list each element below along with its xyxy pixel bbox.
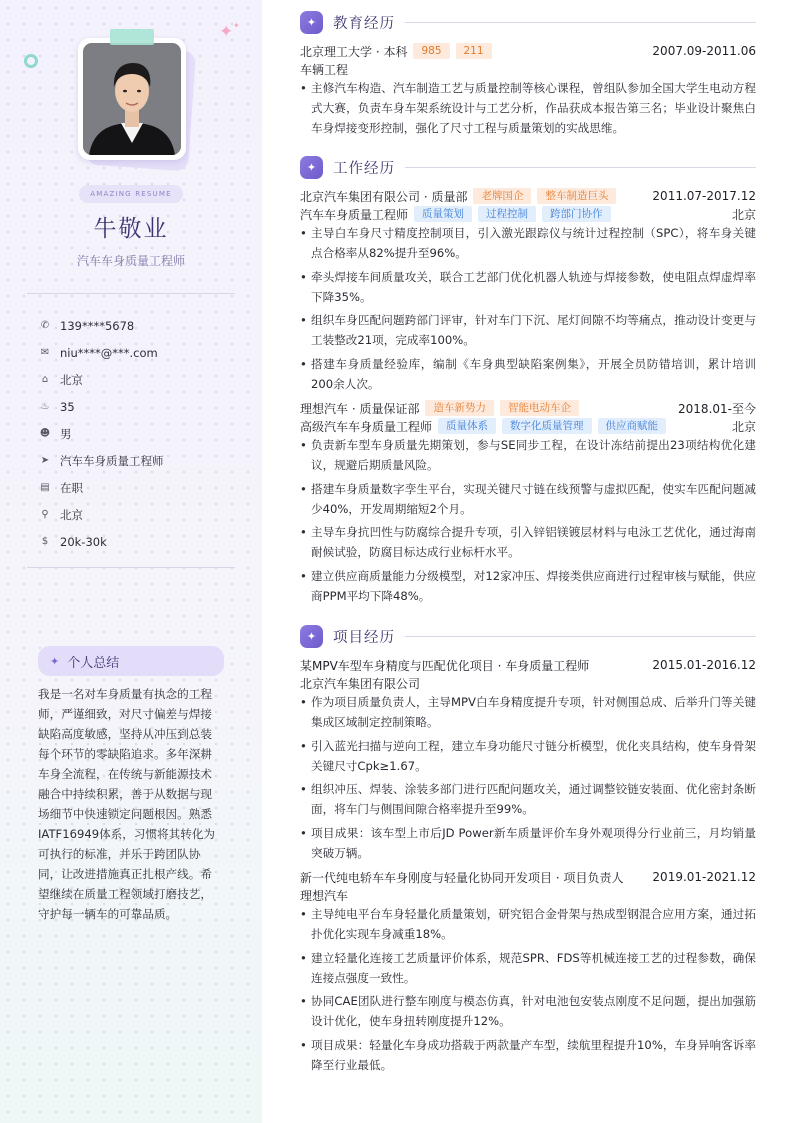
list-item: • 组织车身匹配问题跨部门评审，针对车门下沉、尾灯间隙不均等痛点，推动设计变更与工装整改21项，完成率100%。 [300, 310, 756, 350]
school-tag: 985 [413, 43, 449, 59]
sidebar-divider-bottom [27, 567, 235, 568]
role-tag: 过程控制 [478, 206, 536, 222]
contact-item [38, 420, 238, 447]
job-role-row [300, 417, 756, 435]
salary-icon: $ [41, 536, 49, 547]
contact-item [38, 366, 238, 393]
project-title-row [300, 868, 756, 886]
list-item: • 引入蓝光扫描与逆向工程，建立车身功能尺寸链分析模型，优化夹具结构，使车身骨架关键尺寸Cpk≥1.67。 [300, 736, 756, 776]
list-item: • 主修汽车构造、汽车制造工艺与质量控制等核心课程，曾组队参加全国大学生电动方程式大赛，负责车身车架系统设计与工艺分析，作品获成本报告第三名；毕业设计聚焦白车身焊接变形控制，强化了尺寸工程与质量策划的实战思维。 [300, 78, 756, 138]
sparkle-icon: ✦ [300, 625, 323, 648]
education-school-row [300, 42, 756, 60]
project-name: 某MPV车型车身精度与匹配优化项目 · 车身质量工程师 [300, 658, 590, 673]
education-major-row [300, 60, 756, 78]
list-item: • 项目成果：轻量化车身成功搭载于两款量产车型，续航里程提升10%，车身异响客诉率降至行业最低。 [300, 1035, 756, 1075]
role-tag: 质量体系 [438, 418, 496, 434]
project-org: 理想汽车 [300, 888, 349, 903]
profile-photo [83, 43, 181, 155]
contact-text: 汽车车身质量工程师 [60, 453, 164, 468]
list-item: • 搭建车身质量数字孪生平台，实现关键尺寸链在线预警与虚拟匹配，使实车匹配问题减少40%，开发周期缩短2个月。 [300, 479, 756, 519]
project-name: 新一代纯电轿车车身刚度与轻量化协同开发项目 · 项目负责人 [300, 870, 624, 885]
sidebar-divider-top [27, 293, 235, 294]
section-divider [405, 167, 756, 168]
contact-text: 35 [60, 399, 75, 414]
small-sparkle-icon: ✦ [233, 21, 240, 30]
sparkle-icon: ✦ [219, 22, 234, 42]
home-icon: ⌂ [41, 374, 49, 385]
job-role: 汽车车身质量工程师 [300, 207, 409, 222]
list-item: • 组织冲压、焊装、涂装多部门进行匹配问题攻关，通过调整铰链安装面、优化密封条断面，将车门与侧围间隙合格率提升至99%。 [300, 779, 756, 819]
education-bullets [300, 78, 756, 142]
project-org-row [300, 674, 756, 692]
contact-list [38, 312, 238, 555]
project-bullets [300, 692, 756, 866]
education-section-header [300, 10, 756, 34]
list-item: • 协同CAE团队进行整车刚度与模态仿真，针对电池包安装点刚度不足问题，提出加强筋设计优化，使车身扭转刚度提升12%。 [300, 991, 756, 1031]
sidebar [0, 0, 262, 1123]
job-city: 北京 [731, 419, 756, 434]
company-tag: 整车制造巨头 [537, 188, 616, 204]
project-date: 2015.01-2016.12 [652, 658, 756, 672]
list-item: • 作为项目质量负责人，主导MPV白车身精度提升专项，针对侧围总成、后举升门等关键集成区域制定控制策略。 [300, 692, 756, 732]
projects-section-title: 项目经历 [333, 629, 395, 646]
list-item: • 建立轻量化连接工艺质量评价体系，规范SPR、FDS等机械连接工艺的过程参数，确保连接点强度一致性。 [300, 948, 756, 988]
candidate-name: 牛敬业 [93, 216, 169, 242]
decorative-ring-icon [24, 54, 38, 68]
work-section-header [300, 155, 756, 179]
project-date: 2019.01-2021.12 [652, 870, 756, 884]
company-tag: 智能电动车企 [500, 400, 579, 416]
education-major: 车辆工程 [300, 62, 349, 77]
project-bullets [300, 904, 756, 1078]
list-item: • 主导车身抗凹性与防腐综合提升专项，引入锌铝镁镀层材料与电泳工艺优化，通过海南耐候试验，防腐目标达成行业标杆水平。 [300, 522, 756, 562]
role-tag: 质量策划 [414, 206, 472, 222]
school-tag: 211 [456, 43, 492, 59]
briefcase-icon: ▤ [40, 482, 50, 493]
contact-item [38, 501, 238, 528]
profile-photo-frame [78, 38, 186, 160]
list-item: • 搭建车身质量经验库，编制《车身典型缺陷案例集》，开展全员防错培训，累计培训200余人次。 [300, 354, 756, 394]
contact-text: 北京 [60, 507, 83, 522]
job-city: 北京 [731, 207, 756, 222]
sparkle-icon: ✦ [300, 156, 323, 179]
company-tag: 老牌国企 [473, 188, 531, 204]
cake-icon: ♨ [40, 401, 50, 412]
contact-text: 20k-30k [60, 534, 107, 549]
resume-tagline: AMAZING RESUME [79, 185, 183, 203]
education-date: 2007.09-2011.06 [652, 44, 756, 58]
location-pin-icon: ⚲ [41, 509, 49, 520]
contact-item [38, 447, 238, 474]
photo-tape [110, 29, 154, 45]
job-bullets [300, 435, 756, 609]
candidate-title: 汽车车身质量工程师 [76, 254, 185, 268]
role-tag: 跨部门协作 [542, 206, 611, 222]
job-company: 北京汽车集团有限公司 · 质量部 [300, 189, 468, 204]
role-tag: 供应商赋能 [598, 418, 667, 434]
job-company: 理想汽车 · 质量保证部 [300, 401, 420, 416]
phone-icon: ✆ [40, 320, 50, 331]
project-title-row [300, 656, 756, 674]
list-item: • 负责新车型车身质量先期策划，参与SE同步工程，在设计冻结前提出23项结构优化建议，规避后期质量风险。 [300, 435, 756, 475]
summary-text: 我是一名对车身质量有执念的工程师，严谨细致，对尺寸偏差与焊接缺陷高度敏感，坚持从冲压到总装每个环节的零缺陷追求。多年深耕车身全流程，在传统与新能源技术融合中持续积累，善于从数据与现场细节中快速锁定问题根因。熟悉IATF16949体系，习惯将其转化为可执行的标准，并乐于跨团队协同，让改进措施真正扎根产线。希望继续在质量工程领域打磨技艺，守护每一辆车的可靠品质。 [38, 687, 216, 921]
section-divider [405, 22, 756, 23]
summary-title: 个人总结 [67, 655, 120, 671]
contact-item [38, 393, 238, 420]
send-icon: ➤ [40, 455, 50, 466]
contact-item [38, 474, 238, 501]
job-bullets [300, 223, 756, 397]
section-divider [405, 636, 756, 637]
job-date: 2018.01-至今 [678, 401, 756, 416]
projects-section-header [300, 624, 756, 648]
contact-text: 北京 [60, 372, 83, 387]
list-item: • 主导白车身尺寸精度控制项目，引入激光跟踪仪与统计过程控制（SPC），将车身关键点合格率从82%提升至96%。 [300, 223, 756, 263]
job-role-row [300, 205, 756, 223]
school-name: 北京理工大学 · 本科 [300, 44, 408, 59]
project-org: 北京汽车集团有限公司 [300, 676, 421, 691]
mail-icon: ✉ [40, 347, 50, 358]
education-section-title: 教育经历 [333, 15, 395, 32]
contact-text: 在职 [60, 480, 83, 495]
gender-icon: ☻ [39, 428, 51, 439]
project-org-row [300, 886, 756, 904]
contact-item [38, 339, 238, 366]
job-role: 高级汽车车身质量工程师 [300, 419, 433, 434]
contact-text: 男 [60, 426, 72, 441]
work-section-title: 工作经历 [333, 160, 395, 177]
list-item: • 主导纯电平台车身轻量化质量策划，研究铝合金骨架与热成型钢混合应用方案，通过拓扑优化实现车身减重18%。 [300, 904, 756, 944]
role-tag: 数字化质量管理 [502, 418, 592, 434]
company-tag: 造车新势力 [425, 400, 494, 416]
job-company-row [300, 399, 756, 417]
list-item: • 项目成果：该车型上市后JD Power新车质量评价车身外观项得分行业前三，月均销量突破万辆。 [300, 823, 756, 863]
contact-item [38, 528, 238, 555]
contact-text: niu****@***.com [60, 345, 158, 360]
list-item: • 建立供应商质量能力分级模型，对12家冲压、焊接类供应商进行过程审核与赋能，供应商PPM平均下降48%。 [300, 566, 756, 606]
job-company-row [300, 187, 756, 205]
list-item: • 牵头焊接车间质量攻关，联合工艺部门优化机器人轨迹与焊接参数，使电阻点焊虚焊率下降35%。 [300, 267, 756, 307]
sparkle-icon: ✦ [300, 11, 323, 34]
contact-text: 139****5678 [60, 318, 135, 333]
sparkle-icon: ✦ [50, 654, 60, 668]
contact-item [38, 312, 238, 339]
job-date: 2011.07-2017.12 [652, 189, 756, 203]
summary-header [38, 646, 224, 676]
